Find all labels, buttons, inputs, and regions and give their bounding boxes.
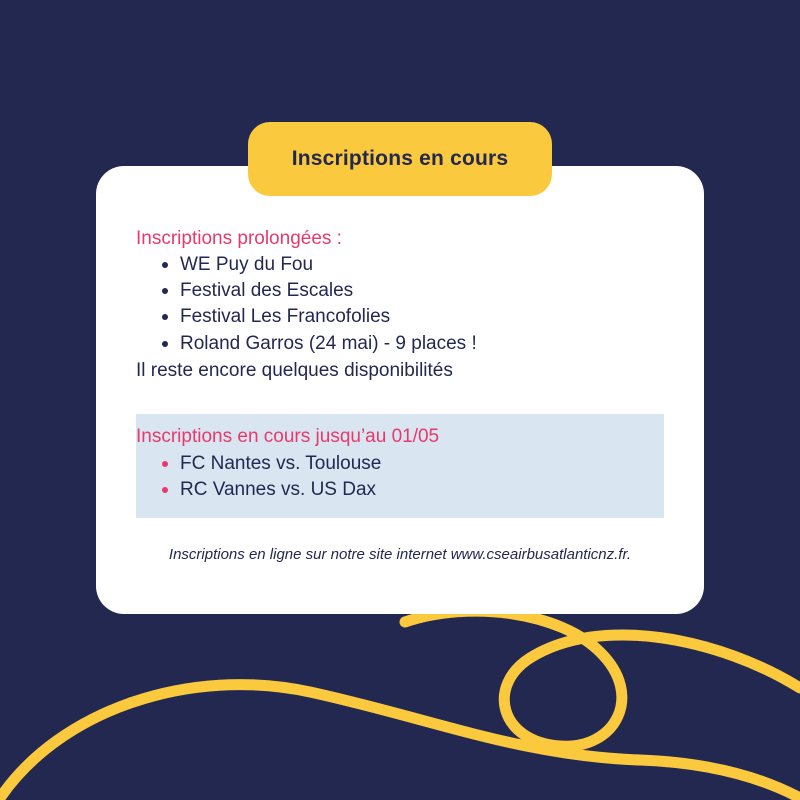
page-title: Inscriptions en cours <box>291 147 509 170</box>
list-item <box>162 278 664 304</box>
bullet-icon <box>162 461 168 467</box>
list-item <box>162 477 664 503</box>
bullet-icon <box>162 341 168 347</box>
bullet-icon <box>162 262 168 268</box>
list-item <box>162 451 664 477</box>
content-card <box>96 166 704 614</box>
availability-note: Il reste encore quelques disponibilités <box>136 359 453 381</box>
list-item-label: WE Puy du Fou <box>180 254 314 275</box>
footer-note: Inscriptions en ligne sur notre site internet www.cseairbusatlanticnz.fr. <box>168 545 632 563</box>
list-prolongees <box>136 252 664 357</box>
list-item-label: Roland Garros (24 mai) - 9 places ! <box>180 332 477 354</box>
bullet-icon <box>162 288 168 294</box>
section-heading-prolongees: Inscriptions prolongées : <box>136 228 342 249</box>
list-item <box>162 304 664 330</box>
list-item <box>162 331 664 357</box>
card-body <box>96 166 704 614</box>
list-item-label: Festival Les Francofolies <box>180 306 391 328</box>
section-en-cours <box>136 414 664 517</box>
title-badge <box>248 122 552 196</box>
section-prolongees <box>136 228 664 384</box>
list-item-label: RC Vannes vs. US Dax <box>180 479 377 501</box>
bullet-icon <box>162 487 168 493</box>
list-item-label: Festival des Escales <box>180 280 354 302</box>
bullet-icon <box>162 314 168 320</box>
list-en-cours <box>136 451 664 503</box>
list-item-label: FC Nantes vs. Toulouse <box>180 453 382 475</box>
list-item <box>162 252 664 278</box>
section-heading-en-cours: Inscriptions en cours jusqu’au 01/05 <box>136 426 440 448</box>
